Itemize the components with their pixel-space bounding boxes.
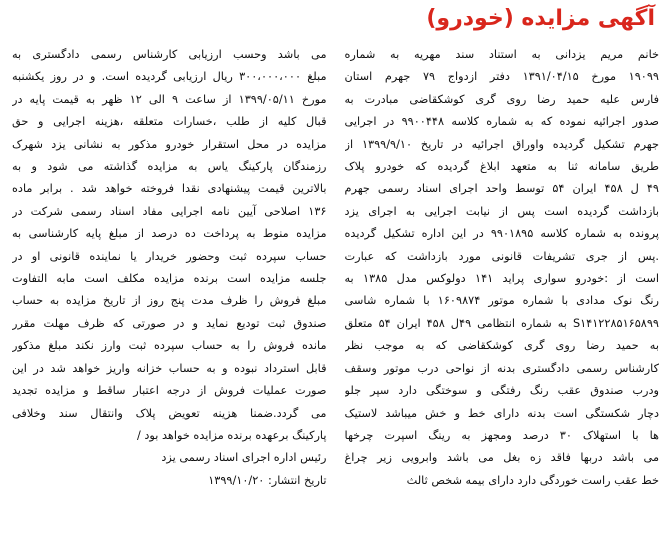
text-line: مزایده در محل استقرار خودرو مذکور به نشانی یزد شهرک	[12, 137, 327, 151]
text-line: جهرم تشکیل گردیده واوراق اجرائیه در تاریخ ۱۳۹۹/۹/۱۰ از	[344, 137, 659, 151]
text-line: رنگ نوک مدادی با شماره موتور ۱۶۰۹۸۷۴ با شماره شاسی	[344, 294, 659, 308]
text-line: صورت عملیات فروش از درجه اعتبار ساقط و مزایده تجدید	[12, 384, 327, 398]
text-line: طریق سامانه ثنا به متعهد ابلاغ گردیده که خودرو پلاک	[344, 160, 659, 174]
text-line: S۱۴۱۲۲۸۵۱۶۵۸۹۹ به شماره انتظامی ۴۹ل ۴۵۸ ایران ۵۴ متعلق	[344, 316, 659, 330]
text-line: مبلغ فروش را ظرف مدت پنج روز از تاریخ مزایده به حساب	[12, 294, 327, 308]
text-line: پارکینگ برعهده برنده مزایده خواهد بود /	[136, 428, 327, 442]
text-line: حساب سپرده ثبت وحضور خریدار یا نماینده قانونی او در	[12, 249, 327, 263]
text-line: صندوق ثبت تودیع نماید و در صورتی که ظرف مهلت مقرر	[12, 316, 327, 330]
text-line: قبال کلیه از طلب ،خسارات متعلقه ،هزینه اجرایی و حق	[12, 115, 327, 129]
text-line: رئیس اداره اجرای اسناد رسمی یزد	[161, 451, 327, 465]
text-line: ۴۹ ل ۴۵۸ ایران ۵۴ توسط واحد اجرای اسناد رسمی جهرم	[344, 182, 659, 196]
text-line: فارس علیه حمید رضا روی گری کوشکقاضی مبادرت به	[344, 92, 659, 106]
text-line: صدور اجرائیه نموده که به شماره کلاسه ۹۹۰۰۴۴۸ در اجرایی	[344, 115, 659, 129]
text-line: مبلغ ۳۰۰،۰۰۰،۰۰۰ ریال ارزیابی گردیده است. و در روز یکشنبه	[12, 70, 327, 84]
text-line: ها با استهلاک ۳۰ درصد ومجهز به رینگ اسپرت چرخها	[344, 428, 659, 442]
text-line: مانده فروش را به حساب سپرده ثبت وارز نکند مبلغ مذکور	[12, 339, 327, 353]
text-line: به حمید رضا روی گری کوشکقاضی که به موجب نظر	[344, 339, 659, 353]
text-line: ۱۳۶ اصلاحی آیین نامه اجرایی مفاد اسناد رسمی شرکت در	[12, 204, 327, 218]
notice-title: آگهی مزایده (خودرو)	[426, 6, 655, 31]
text-line: می گردد.ضمنا هزینه تعویض پلاک وانتقال سند وخلافی	[12, 406, 327, 420]
text-line: است از :خودرو سواری پراید ۱۴۱ دولوکس مدل ۱۳۸۵ به	[344, 272, 659, 286]
text-line: پرونده به شماره کلاسه ۹۹۰۱۸۹۵ در این اداره تشکیل گردیده	[344, 227, 659, 241]
text-line: می باشد وحسب ارزیابی کارشناس رسمی دادگستری به	[12, 48, 327, 61]
text-line: .پس از جری تشریفات قانونی مورد بازداشت که عبارت	[344, 249, 659, 263]
text-line: می باشد دربها فاقد زه بغل می باشد وابرویی زیر چراغ	[344, 451, 659, 465]
text-line: بالاترین قیمت پیشنهادی نقدا فروخته خواهد شد . برابر ماده	[12, 182, 327, 196]
text-line: بازداشت گردیده است پس از نیابت اجرایی به اجرای یزد	[344, 204, 659, 218]
notice-body	[12, 44, 659, 533]
left-column	[12, 44, 327, 533]
text-line: قابل استرداد نبوده و به حساب خزانه واریز خواهد شد در این	[12, 361, 327, 375]
text-line: ودرب صندوق عقب رنگ رفتگی و سوختگی دارد سپر جلو	[344, 384, 659, 398]
text-line: رزمندگان پارکینگ یاس به مزایده گذاشته می شود و به	[12, 160, 327, 174]
text-line: خانم مریم یزدانی به استناد سند مهریه به شماره	[344, 48, 659, 61]
text-line: کارشناس رسمی دادگستری بدنه از نواحی درب موتور وسقف	[344, 361, 659, 375]
text-line: تاریخ انتشار: ۱۳۹۹/۱۰/۲۰	[208, 473, 327, 487]
text-line: مورخ ۱۳۹۹/۰۵/۱۱ از ساعت ۹ الی ۱۲ ظهر به قیمت پایه در	[12, 92, 327, 106]
right-column	[345, 44, 660, 533]
text-line: جلسه مزایده است برنده مزایده مکلف است مابه التفاوت	[12, 272, 327, 286]
text-line: خط عقب راست خوردگی دارد دارای بیمه شخص ثالث	[406, 473, 659, 487]
text-line: مزایده منوط به پرداخت ده درصد از مبلغ پایه کارشناسی به	[12, 227, 327, 241]
text-line: ۱۹۰۹۹ مورخ ۱۳۹۱/۰۴/۱۵ دفتر ازدواج ۷۹ جهرم استان	[344, 70, 659, 84]
text-line: دچار شکستگی است بدنه دارای خط و خش میباشد لاستیک	[344, 406, 659, 420]
